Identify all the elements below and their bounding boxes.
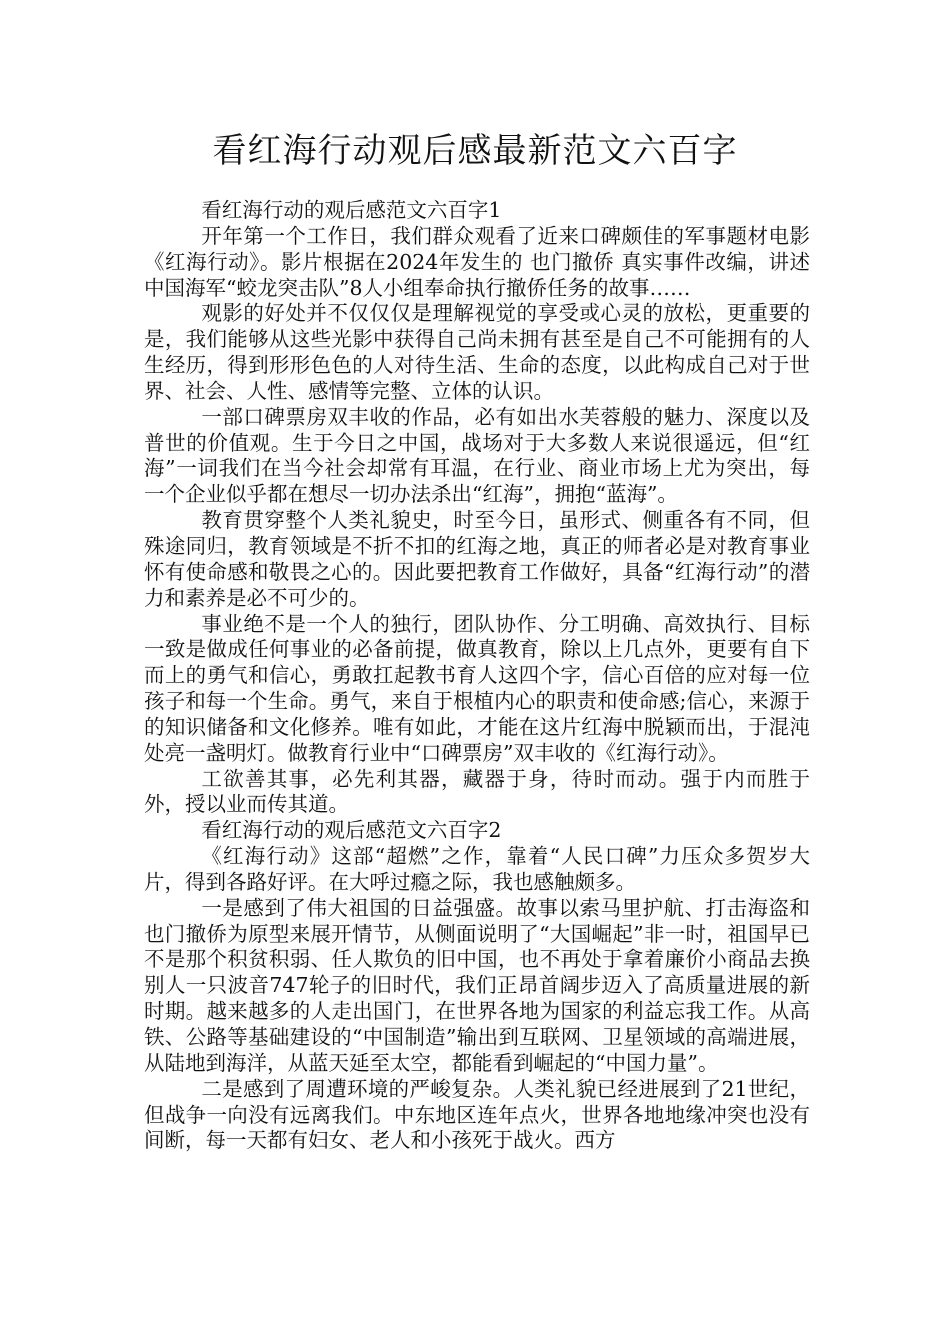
paragraph: 事业绝不是一个人的独行，团队协作、分工明确、高效执行、目标一致是做成任何事业的必备前提，做真教育，除以上几点外，更要有自下而上的勇气和信心，勇敢扛起教书育人这四个字，信心百倍的应对每一位孩子和每一个生命。勇气，来自于根植内心的职责和使命感;信心，来源于的知识储备和文化修养。唯有如此，才能在这片红海中脱颖而出，于混沌处亮一盏明灯。做教育行业中“口碑票房”双丰收的《红海行动》。 [144, 611, 810, 765]
paragraph: 开年第一个工作日，我们群众观看了近来口碑颇佳的军事题材电影《红海行动》。影片根据在2024年发生的 也门撤侨 真实事件改编，讲述中国海军“蛟龙突击队”8人小组奉命执行撤侨任务的故事…… [144, 223, 810, 300]
document-body [144, 198, 810, 1154]
document-title: 看红海行动观后感最新范文六百字 [212, 131, 738, 171]
section-heading: 看红海行动的观后感范文六百字1 [201, 198, 502, 222]
paragraph: 一是感到了伟大祖国的日益强盛。故事以索马里护航、打击海盗和也门撤侨为原型来展开情节，从侧面说明了“大国崛起”非一时，祖国早已不是那个积贫积弱、任人欺负的旧中国，也不再处于拿着廉价小商品去换别人一只波音747轮子的旧时代，我们正昂首阔步迈入了高质量进展的新时期。越来越多的人走出国门，在世界各地为国家的利益忘我工作。从高铁、公路等基础建设的“中国制造”输出到互联网、卫星领域的高端进展，从陆地到海洋，从蓝天延至太空，都能看到崛起的“中国力量”。 [144, 895, 810, 1075]
paragraph: 工欲善其事，必先利其器，藏器于身，待时而动。强于内而胜于外，授以业而传其道。 [144, 766, 810, 817]
paragraph: 二是感到了周遭环境的严峻复杂。人类礼貌已经进展到了21世纪，但战争一向没有远离我们。中东地区连年点火，世界各地地缘冲突也没有间断，每一天都有妇女、老人和小孩死于战火。西方 [144, 1076, 810, 1153]
paragraph: 一部口碑票房双丰收的作品，必有如出水芙蓉般的魅力、深度以及普世的价值观。生于今日之中国，战场对于大多数人来说很遥远，但“红海”一词我们在当今社会却常有耳温，在行业、商业市场上尤为突出，每一个企业似乎都在想尽一切办法杀出“红海”，拥抱“蓝海”。 [144, 404, 810, 507]
paragraph: 观影的好处并不仅仅仅是理解视觉的享受或心灵的放松，更重要的是，我们能够从这些光影中获得自己尚未拥有甚至是自己不可能拥有的人生经历，得到形形色色的人对待生活、生命的态度，以此构成自己对于世界、社会、人性、感情等完整、立体的认识。 [144, 301, 810, 403]
paragraph: 教育贯穿整个人类礼貌史，时至今日，虽形式、侧重各有不同，但殊途同归，教育领域是不折不扣的红海之地，真正的师者必是对教育事业怀有使命感和敬畏之心的。因此要把教育工作做好，具备“红海行动”的潜力和素养是必不可少的。 [144, 508, 810, 610]
section-heading: 看红海行动的观后感范文六百字2 [201, 818, 502, 843]
paragraph: 《红海行动》这部“超燃”之作，靠着“人民口碑”力压众多贺岁大片，得到各路好评。在大呼过瘾之际，我也感触颇多。 [144, 844, 810, 894]
